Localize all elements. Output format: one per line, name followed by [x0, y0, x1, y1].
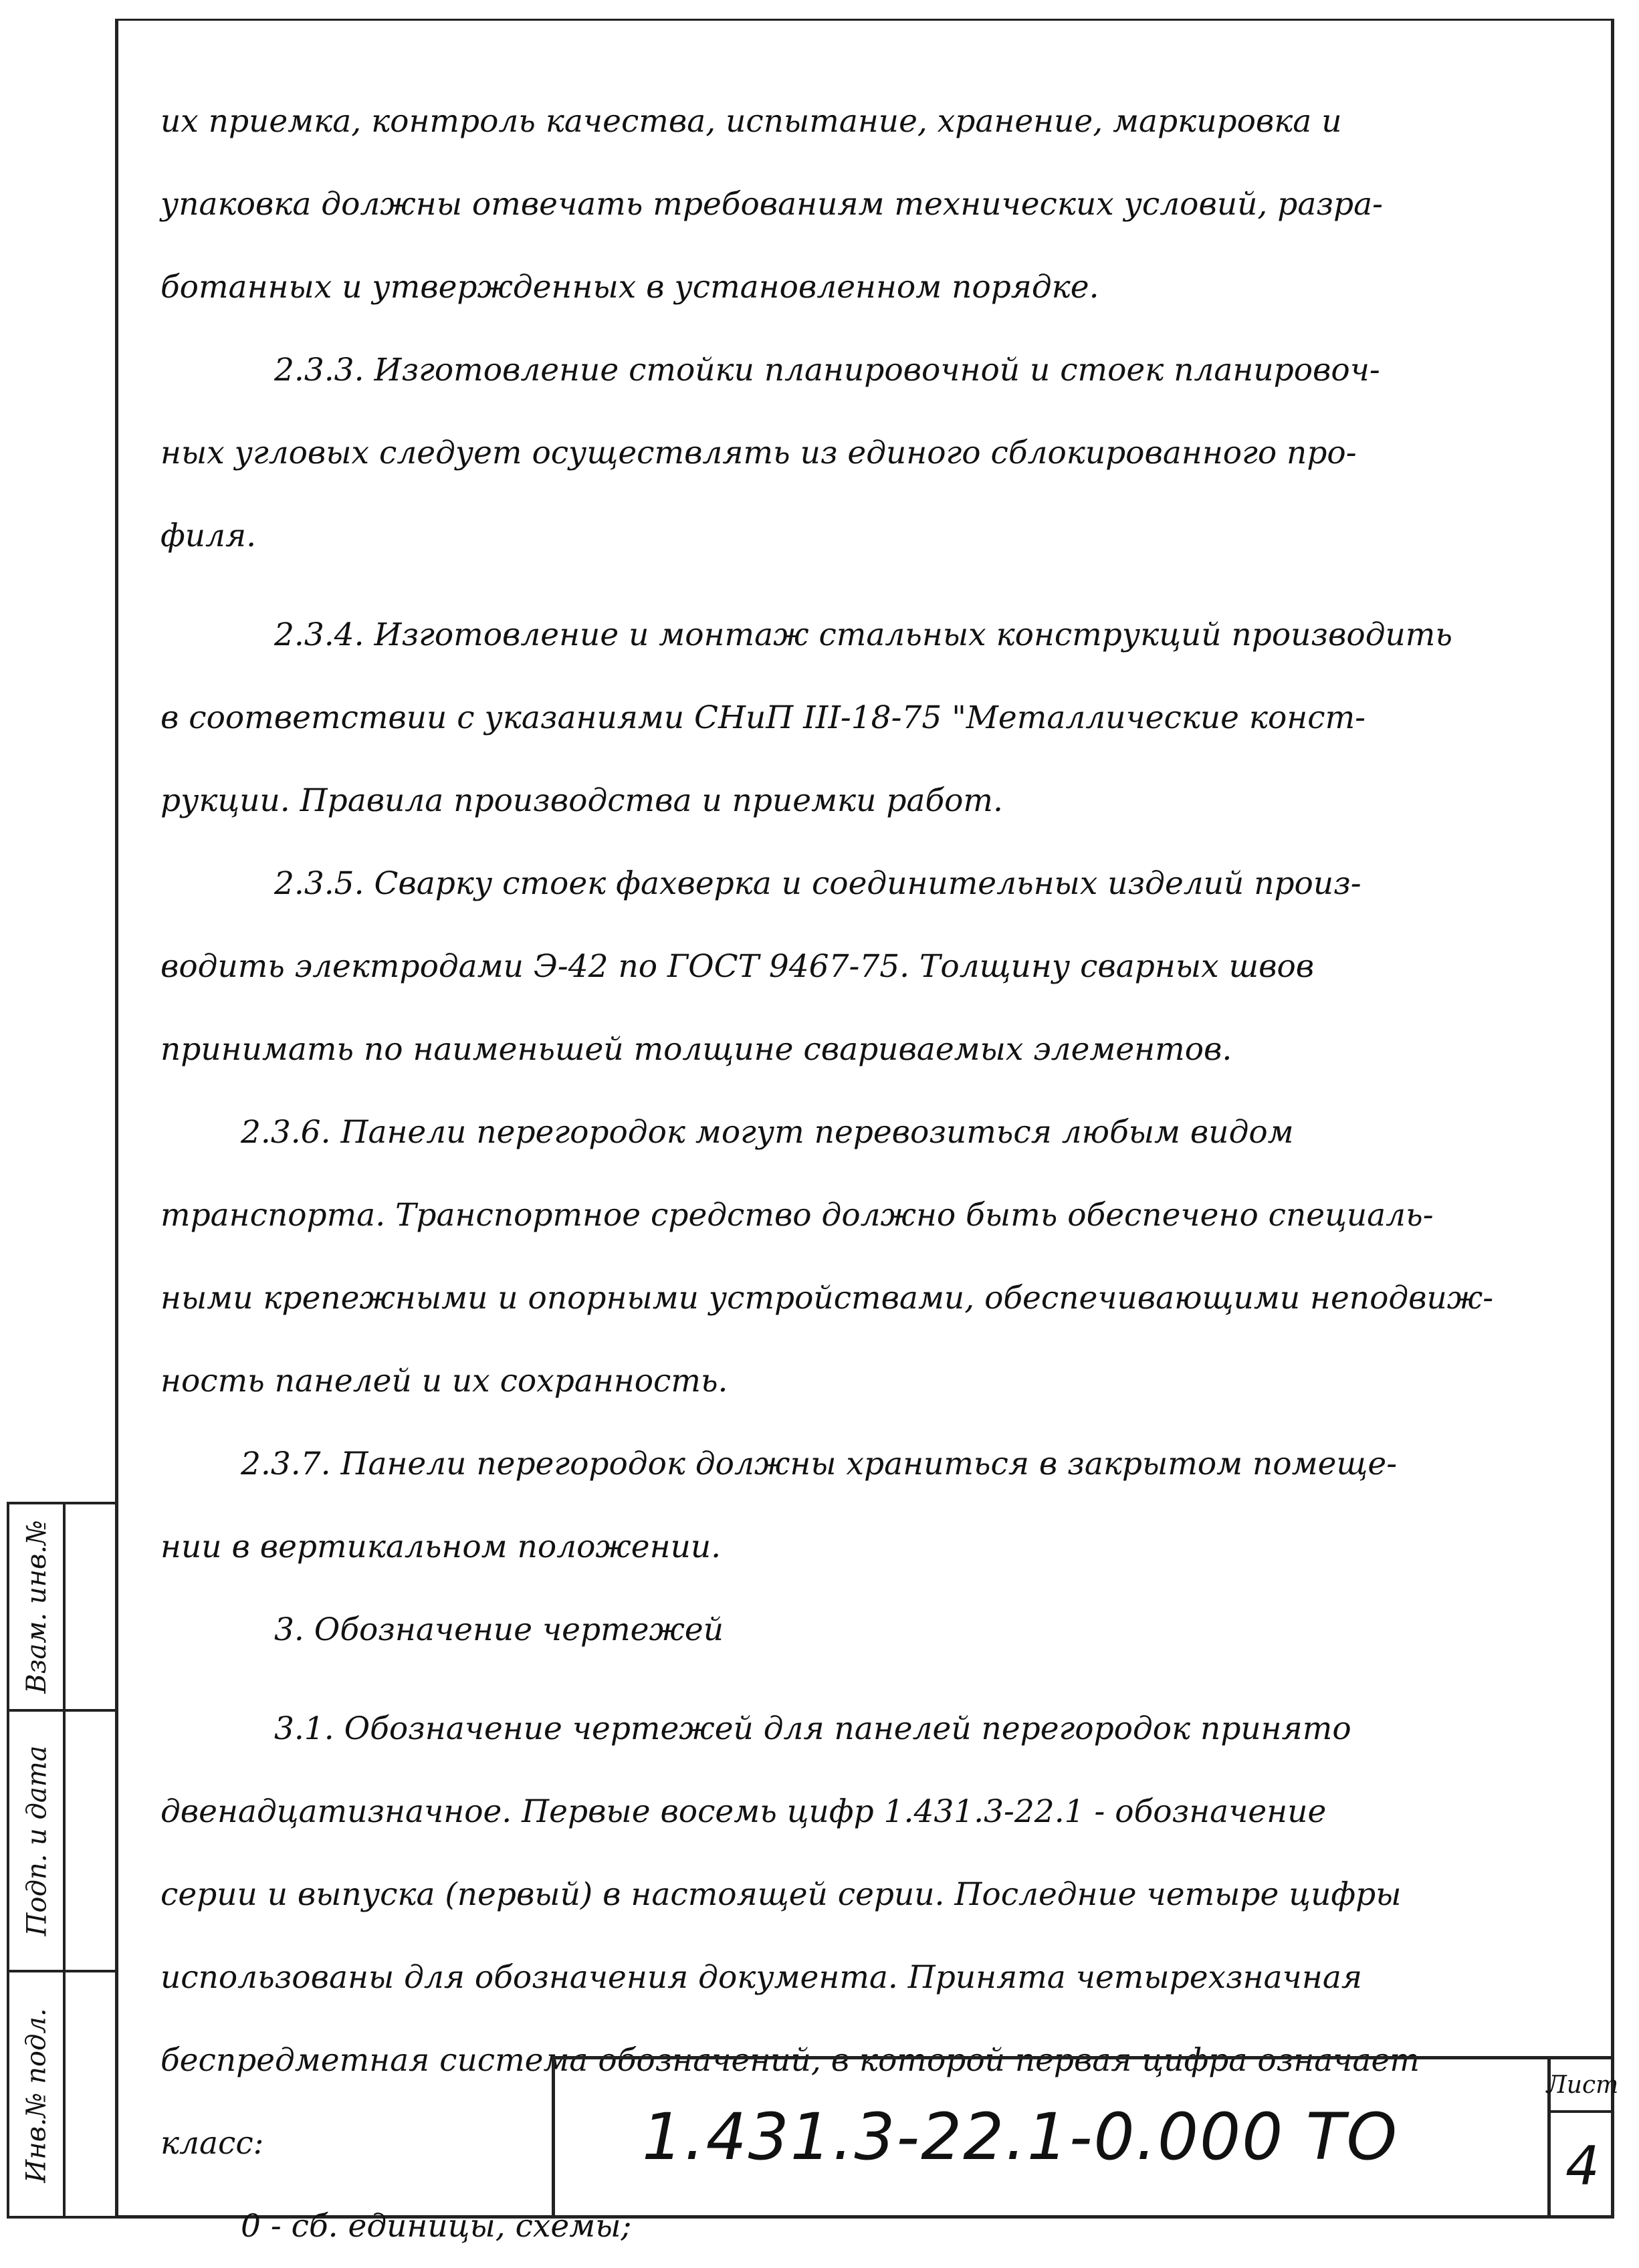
section-2-3-5: 2.3.5. Сварку стоек фахверка и соединительных изделий произ- [274, 865, 1361, 902]
text-line: водить электродами Э-42 по ГОСТ 9467-75. Толщину сварных швов [160, 948, 1315, 985]
document-body [160, 80, 1578, 2268]
text-line: принимать по наименьшей толщине свариваемых элементов. [160, 1031, 1232, 1068]
section-3-heading: 3. Обозначение чертежей [274, 1611, 724, 1648]
document-code: 1.431.3-22.1-0.000 ТО [642, 2100, 1398, 2174]
class-list-item: 0 - сб. единицы, схемы; [241, 2208, 632, 2245]
sheet-box [1546, 2059, 1619, 2219]
section-3-1: 3.1. Обозначение чертежей для панелей перегородок принято [274, 1710, 1351, 1747]
text-line: упаковка должны отвечать требованиям технических условий, разра- [160, 186, 1383, 223]
text-line: их приемка, контроль качества, испытание, хранение, маркировка и [160, 103, 1342, 140]
text-line: ность панелей и их сохранность. [160, 1363, 728, 1399]
vzam-inv-label: Взам. инв.№ [21, 1520, 53, 1694]
text-line: ных угловых следует осуществлять из единого сблокированного про- [160, 435, 1357, 471]
text-line: двенадцатизначное. Первые восемь цифр 1.431.3-22.1 - обозначение [160, 1793, 1327, 1830]
text-line: филя. [160, 518, 257, 554]
section-2-3-3: 2.3.3. Изготовление стойки планировочной и стоек планировоч- [274, 352, 1380, 388]
side-stamp [7, 1502, 115, 2219]
sheet-number: 4 [1565, 2134, 1600, 2197]
sheet-label: Лист [1551, 2059, 1614, 2113]
text-line: серии и выпуска (первый) в настоящей серии. Последние четыре цифры [160, 1876, 1402, 1913]
title-block [552, 2056, 1619, 2219]
inv-podl-label: Инв.№ подл. [21, 2008, 53, 2183]
text-line: рукции. Правила производства и приемки работ. [160, 782, 1003, 819]
text-line: транспорта. Транспортное средство должно быть обеспечено специаль- [160, 1197, 1434, 1234]
text-line: ботанных и утвержденных в установленном порядке. [160, 269, 1099, 306]
podp-data-label: Подп. и дата [21, 1745, 52, 1936]
section-2-3-4: 2.3.4. Изготовление и монтаж стальных конструкций производить [274, 616, 1452, 653]
text-line: беспредметная система обозначений, в которой первая цифра означает [160, 2042, 1420, 2079]
text-line: использованы для обозначения документа. Принята четырехзначная [160, 1959, 1362, 1996]
text-line: класс: [160, 2125, 264, 2162]
text-line: нии в вертикальном положении. [160, 1528, 722, 1565]
section-2-3-6: 2.3.6. Панели перегородок могут перевозиться любым видом [241, 1114, 1294, 1151]
side-stamp-divider [63, 1504, 66, 2216]
text-line: ными крепежными и опорными устройствами, обеспечивающими неподвиж- [160, 1280, 1494, 1317]
section-2-3-7: 2.3.7. Панели перегородок должны храниться в закрытом помеще- [241, 1446, 1398, 1482]
text-line: в соответствии с указаниями СНиП III-18-75 "Металлические конст- [160, 699, 1366, 736]
